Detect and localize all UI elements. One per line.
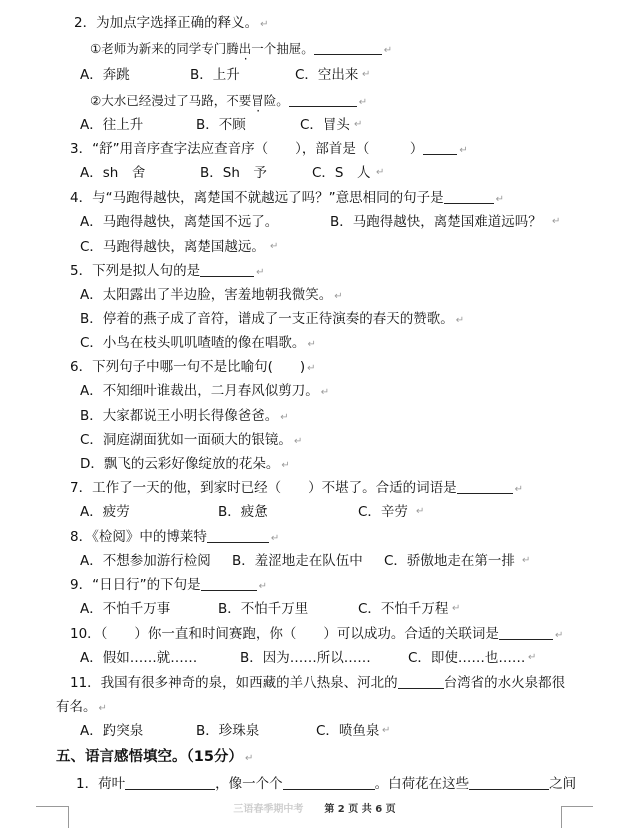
- answer-blank[interactable]: [423, 140, 457, 155]
- option-b[interactable]: B．因为……所以……: [240, 650, 371, 666]
- q5-option-c: C．小鸟在枝头叽叽喳喳的像在唱歌。 ↵: [80, 335, 316, 351]
- q6-option-a: A．不知细叶谁裁出，二月春风似剪刀。 ↵: [80, 383, 330, 399]
- option-a[interactable]: A．往上升: [80, 117, 144, 133]
- option-a[interactable]: A．马跑得越快，离楚国不远了。: [80, 214, 279, 230]
- option-c[interactable]: C．冒头: [300, 117, 350, 133]
- q9-stem: 9．“日日行”的下句是 ↵: [70, 577, 267, 593]
- page-number: 第 2 页 共 6 页: [324, 804, 396, 815]
- section-title: 五、语言感悟填空。（15分） ↵: [56, 749, 254, 765]
- answer-blank[interactable]: [125, 775, 215, 790]
- paragraph-mark-icon: ↵: [270, 533, 280, 544]
- paragraph-mark-icon: ↵: [522, 555, 531, 566]
- option-c[interactable]: C．马跑得越快，离楚国越远。: [80, 239, 265, 255]
- paragraph-mark-icon: ↵: [293, 436, 303, 447]
- option-a[interactable]: A．不怕千万事: [80, 601, 171, 617]
- q5-option-b: B．停着的燕子成了音符，谱成了一支正待演奏的春天的赞歌。 ↵: [80, 311, 465, 327]
- q4-stem: 4．与“马跑得越快，离楚国不就越远了吗？”意思相同的句子是 ↵: [70, 190, 504, 206]
- option-b[interactable]: B．珍珠泉: [196, 723, 260, 739]
- option-b[interactable]: B．Sh 予: [200, 165, 267, 181]
- answer-blank[interactable]: [469, 775, 549, 790]
- q6-stem: 6．下列句子中哪一句不是比喻句( ) ↵: [70, 359, 316, 375]
- paragraph-mark-icon: ↵: [244, 753, 254, 764]
- paragraph-mark-icon: ↵: [528, 652, 537, 663]
- dotted-char: 冒: [251, 93, 264, 108]
- paragraph-mark-icon: ↵: [358, 97, 368, 108]
- q6-option-d: D．飘飞的云彩好像绽放的花朵。 ↵: [80, 456, 290, 472]
- option-c[interactable]: C．S 人: [312, 165, 371, 181]
- paragraph-mark-icon: ↵: [307, 363, 316, 374]
- option-c[interactable]: C．不怕千万程: [358, 601, 449, 617]
- answer-blank[interactable]: [201, 576, 257, 591]
- paragraph-mark-icon: ↵: [98, 703, 107, 714]
- paragraph-mark-icon: ↵: [452, 603, 461, 614]
- option-c[interactable]: C．骄傲地走在第一排: [384, 553, 515, 569]
- answer-blank[interactable]: [289, 92, 357, 107]
- option-c[interactable]: C．空出来: [295, 67, 359, 83]
- paragraph-mark-icon: ↵: [270, 241, 279, 252]
- option-b[interactable]: B．上升: [190, 67, 240, 83]
- paragraph-mark-icon: ↵: [552, 216, 561, 227]
- paragraph-mark-icon: ↵: [334, 291, 343, 302]
- q2-sentence-2: ②大水已经漫过了马路，不要冒险。 ↵: [90, 93, 368, 108]
- answer-blank[interactable]: [314, 40, 382, 55]
- s5-q1: 1．荷叶 ，像一个个 。白荷花在这些 之间: [76, 776, 577, 792]
- paragraph-mark-icon: ↵: [320, 387, 330, 398]
- option-b[interactable]: B．马跑得越快，离楚国难道远吗？: [330, 214, 542, 230]
- q8-stem: 8．《检阅》中的博莱特 ↵: [70, 529, 280, 545]
- answer-blank[interactable]: [457, 479, 513, 494]
- option-b[interactable]: B．不顾: [196, 117, 246, 133]
- dotted-char: 出: [238, 41, 252, 56]
- answer-blank[interactable]: [499, 625, 553, 640]
- option-a[interactable]: A．sh 舍: [80, 165, 146, 181]
- page-footer: [0, 800, 629, 815]
- option-a[interactable]: A．趵突泉: [80, 723, 144, 739]
- paragraph-mark-icon: ↵: [554, 630, 564, 641]
- q11-stem-line2: 有名。 ↵: [56, 699, 107, 715]
- paragraph-mark-icon: ↵: [459, 145, 468, 156]
- answer-blank[interactable]: [398, 674, 444, 689]
- q3-stem: 3．“舒”用音序查字法应查音序（ ），部首是（ ） ↵: [70, 141, 468, 157]
- answer-blank[interactable]: [200, 262, 254, 277]
- q5-option-a: A．太阳露出了半边脸，害羞地朝我微笑。 ↵: [80, 287, 343, 303]
- q2-stem: 2．为加点字选择正确的释义。 ↵: [74, 15, 269, 31]
- q11-stem: 11．我国有很多神奇的泉，如西藏的羊八热泉、河北的 台湾省的水火泉都很: [70, 675, 566, 691]
- option-a[interactable]: A．假如……就……: [80, 650, 198, 666]
- paragraph-mark-icon: ↵: [455, 315, 465, 326]
- paragraph-mark-icon: ↵: [354, 119, 363, 130]
- paragraph-mark-icon: ↵: [416, 506, 425, 517]
- paragraph-mark-icon: ↵: [281, 460, 290, 471]
- answer-blank[interactable]: [283, 775, 375, 790]
- q2-sentence-1: ①老师为新来的同学专门腾出一个抽屉。 ↵: [90, 41, 393, 56]
- option-c[interactable]: C．即使……也……: [408, 650, 526, 666]
- paragraph-mark-icon: ↵: [280, 412, 289, 423]
- paragraph-mark-icon: ↵: [383, 45, 393, 56]
- q10-stem: 10．（ ）你一直和时间赛跑，你（ ）可以成功。合适的关联词是 ↵: [70, 626, 564, 642]
- answer-blank[interactable]: [444, 189, 494, 204]
- q7-stem: 7．工作了一天的他，到家时已经（ ）不堪了。合适的词语是 ↵: [70, 480, 523, 496]
- q6-option-b: B．大家都说王小明长得像爸爸。 ↵: [80, 408, 289, 424]
- footer-school: 三语春季期中考: [233, 804, 304, 815]
- option-a[interactable]: A．不想参加游行检阅: [80, 553, 211, 569]
- paragraph-mark-icon: ↵: [376, 167, 385, 178]
- paragraph-mark-icon: ↵: [514, 484, 523, 495]
- paragraph-mark-icon: ↵: [382, 725, 391, 736]
- q5-stem: 5．下列是拟人句的是 ↵: [70, 263, 265, 279]
- paragraph-mark-icon: ↵: [362, 69, 371, 80]
- paragraph-mark-icon: ↵: [258, 581, 267, 592]
- paragraph-mark-icon: ↵: [260, 19, 269, 30]
- option-c[interactable]: C．辛劳: [358, 504, 408, 520]
- option-a[interactable]: A．奔跳: [80, 67, 130, 83]
- option-b[interactable]: B．疲惫: [218, 504, 268, 520]
- option-c[interactable]: C．喷鱼泉: [316, 723, 380, 739]
- paragraph-mark-icon: ↵: [256, 267, 265, 278]
- answer-blank[interactable]: [207, 528, 269, 543]
- option-a[interactable]: A．疲劳: [80, 504, 130, 520]
- paragraph-mark-icon: ↵: [495, 194, 504, 205]
- paragraph-mark-icon: ↵: [307, 339, 316, 350]
- option-b[interactable]: B．不怕千万里: [218, 601, 309, 617]
- option-b[interactable]: B．羞涩地走在队伍中: [232, 553, 363, 569]
- q6-option-c: C．洞庭湖面犹如一面硕大的银镜。 ↵: [80, 432, 303, 448]
